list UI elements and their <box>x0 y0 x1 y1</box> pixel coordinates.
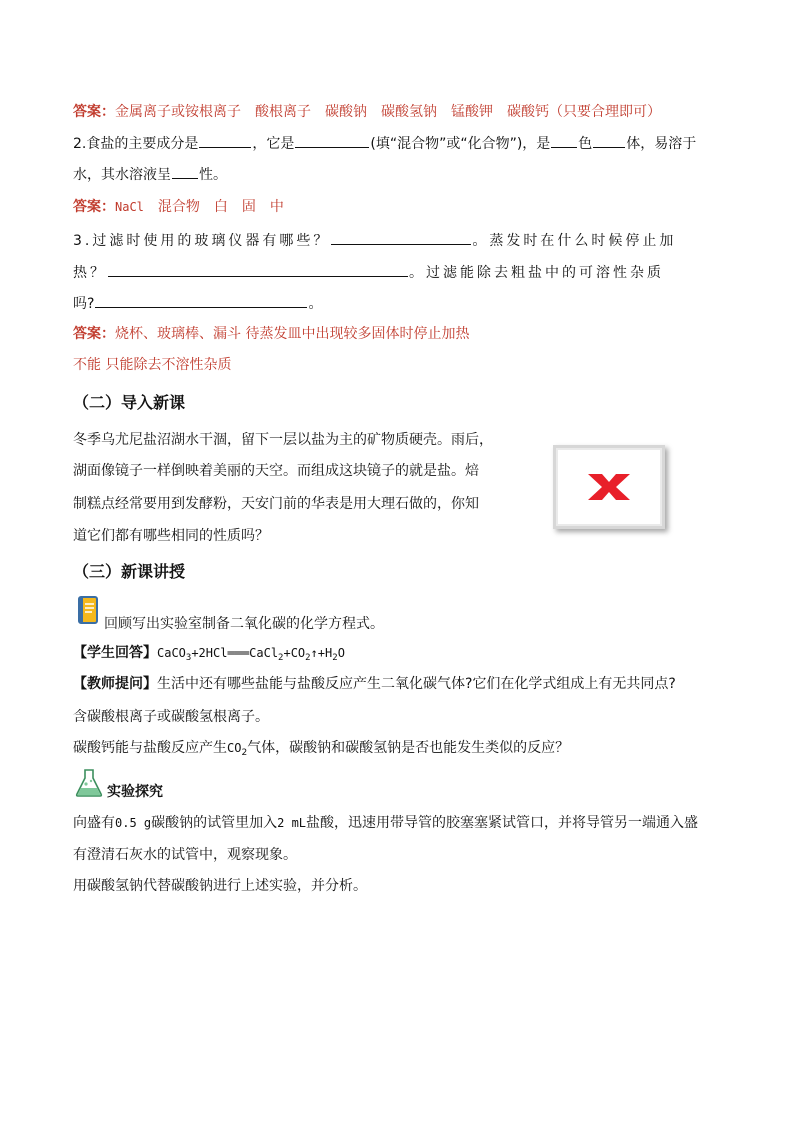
broken-image-x-icon <box>582 470 636 504</box>
answer-label: 答案： <box>73 199 115 215</box>
q-text: (填“混合物”或“化合物”)，是 <box>370 136 551 152</box>
reaction-question <box>73 738 723 763</box>
answer-item: 酸根离子 <box>255 104 311 120</box>
answer-3-line-1 <box>73 324 723 344</box>
student-answer <box>73 643 723 668</box>
answer-item: 碳酸钙（只要合理即可） <box>507 104 661 120</box>
fill-blank[interactable] <box>172 164 198 179</box>
experiment-step-line: 用碳酸氢钠代替碳酸钠进行上述实验，并分析。 <box>73 878 367 894</box>
answer-item: 混合物 <box>157 199 200 215</box>
quantity: 2 mL <box>277 816 307 830</box>
fill-blank[interactable] <box>95 293 307 308</box>
experiment-step-line <box>73 813 723 833</box>
broken-image-placeholder <box>553 445 665 529</box>
fill-blank[interactable] <box>295 133 369 148</box>
answer-item: 碳酸氢钠 <box>381 104 437 120</box>
q-text: ，它是 <box>252 136 295 152</box>
intro-paragraph-line: 道它们都有哪些相同的性质吗？ <box>73 528 269 544</box>
intro-paragraph-line: 制糕点经常要用到发酵粉，天安门前的华表是用大理石做的，你知 <box>73 496 479 512</box>
answer-1 <box>73 102 723 122</box>
question-3-line-3 <box>73 293 723 314</box>
q-text: 性。 <box>199 167 227 183</box>
answer-item: 不能 只能除去不溶性杂质 <box>73 357 232 373</box>
teacher-question <box>73 674 723 694</box>
q-text: 盐酸，迅速用带导管的胶塞塞紧试管口，并将导管另一端通入盛 <box>306 815 699 831</box>
q-text: 热？ <box>73 265 107 281</box>
q-text: 。 <box>308 296 323 312</box>
fill-blank[interactable] <box>199 133 251 148</box>
explore-label: 实验探究 <box>107 784 163 800</box>
q-text: 水，其水溶液呈 <box>73 167 171 183</box>
answer-item: 锰酸钾 <box>451 104 493 120</box>
flask-icon <box>73 768 107 798</box>
answer-3-line-2 <box>73 355 723 375</box>
q-text: 色 <box>578 136 593 152</box>
q-text: 碳酸钙能与盐酸反应产生 <box>73 740 227 756</box>
answer-2 <box>73 197 723 217</box>
question-3-line-1 <box>73 230 723 251</box>
quantity: 0.5 g <box>115 816 152 830</box>
q-text: 吗? <box>73 296 95 312</box>
teacher-label: 【教师提问】 <box>73 676 157 692</box>
fill-blank[interactable] <box>108 262 408 277</box>
section-heading-lecture: （三）新课讲授 <box>73 562 186 581</box>
chemical-equation: $CaCO_3+2HCl═══CaCl_2+CO_2↑+H_2O$ <box>157 646 345 663</box>
fill-blank[interactable] <box>331 230 471 245</box>
q-text: 。过滤能除去粗盐中的可溶性杂质 <box>409 265 664 281</box>
formula: CO <box>227 741 242 755</box>
answer-statement: 含碳酸根离子或碳酸氢根离子。 <box>73 709 269 725</box>
student-label: 【学生回答】 <box>73 645 157 661</box>
question-2-line-1 <box>73 133 723 154</box>
intro-paragraph-line: 湖面像镜子一样倒映着美丽的天空。而组成这块镜子的就是盐。焙 <box>73 463 479 479</box>
answer-item: 白 <box>213 199 228 215</box>
question-3-line-2 <box>73 262 723 283</box>
q-text: 气体，碳酸钠和碳酸氢钠是否也能发生类似的反应？ <box>247 740 570 756</box>
q-text: 2.食盐的主要成分是 <box>73 136 199 152</box>
answer-item: 金属离子或铵根离子 <box>115 104 241 120</box>
q-text: 向盛有 <box>73 815 115 831</box>
intro-paragraph-line: 冬季乌尤尼盐沼湖水干涸，留下一层以盐为主的矿物质硬壳。雨后， <box>73 432 493 448</box>
answer-label: 答案： <box>73 326 115 342</box>
answer-item: 烧杯、玻璃棒、漏斗 待蒸发皿中出现较多固体时停止加热 <box>115 326 470 342</box>
q-text: 。蒸发时在什么时候停止加 <box>472 233 677 249</box>
fill-blank[interactable] <box>593 133 625 148</box>
section-heading-intro: （二）导入新课 <box>73 393 186 412</box>
answer-item: 中 <box>269 199 284 215</box>
answer-item: 碳酸钠 <box>325 104 367 120</box>
fill-blank[interactable] <box>551 133 577 148</box>
q-text: 3.过滤时使用的玻璃仪器有哪些？ <box>73 233 331 249</box>
formula-sub: 2 <box>241 748 248 758</box>
experiment-step-line: 有澄清石灰水的试管中，观察现象。 <box>73 847 297 863</box>
answer-item: 固 <box>241 199 256 215</box>
teacher-question-text: 生活中还有哪些盐能与盐酸反应产生二氧化碳气体?它们在化学式组成上有无共同点? <box>157 676 676 692</box>
review-prompt: 回顾写出实验室制备二氧化碳的化学方程式。 <box>104 616 384 632</box>
answer-label: 答案： <box>73 104 115 120</box>
q-text: 碳酸钠的试管里加入 <box>151 815 278 831</box>
book-icon <box>76 596 100 626</box>
answer-item: NaCl <box>115 200 144 214</box>
question-2-line-2 <box>73 164 723 185</box>
q-text: 体，易溶于 <box>626 136 697 152</box>
